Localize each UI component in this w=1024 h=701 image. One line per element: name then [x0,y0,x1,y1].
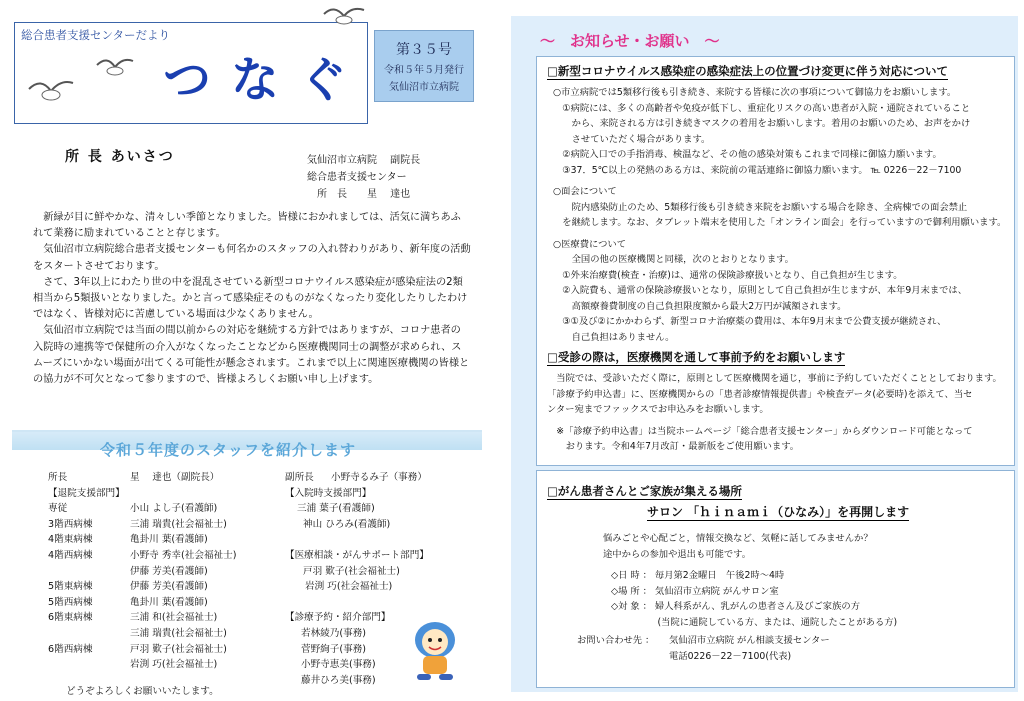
staff-member: 三浦 瑞貴(社会福祉士) [130,627,227,639]
staff-section: 【医療相談・がんサポート部門】 [285,549,429,561]
staff-role: 6階西病棟 [48,643,93,655]
greeting-paragraph: さて、3年以上にわたり世の中を混乱させている新型コロナウイルス感染症が感染症法の2類相当から5類扱いとなりました。かと言って感染症そのものがなくなったり変化したりしたわけではなく、皆様対応に苦慮している場面は少なくありません。 [33,276,468,321]
text-line: おります。令和4年7月改訂・最新版をご使用願います。 [547,441,800,452]
text-line: ③①及び②にかかわらず、新型コロナ治療薬の費用は、本年9月末まで公費支援が継続され、 [553,316,947,327]
text-line: ◇対 象 ： 婦人科系がん、乳がんの患者さん及びご家族の方 [611,601,860,612]
staff-row [48,532,236,548]
newsletter-subtitle: 総合患者支援センターだより [21,28,171,42]
signature-line: 所 長 星 達也 [307,189,411,200]
text-line: 「診療予約申込書」に、医療機関からの「患者診療情報提供書」や検査データ(必要時)を添えて、当セ [547,388,973,400]
staff-row [285,579,429,595]
text-line: 全国の他の医療機関と同様，次のとおりとなります。 [553,254,794,265]
salon-heading: □がん患者さんとご家族が集える場所 [547,484,742,498]
text-line: 院内感染防止のため、5類移行後も引き続き来院をお願いする場合を除き、全病棟での面会禁止 [553,201,968,213]
staff-role [48,657,118,673]
greeting-title: 所 長 あいさつ [65,149,175,165]
text-line: 高額療養費制度の自己負担限度額から最大2万円が減額されます。 [553,300,847,312]
staff-row [285,486,429,502]
salon-body [603,531,897,630]
staff-role [48,564,118,580]
text-line: ○市立病院では5類移行後も引き続き、来院する皆様に次の事項について御協力をお願いします。 [553,87,957,98]
staff-section: 【退院支援部門】 [48,487,125,499]
text-line: 悩みごとや心配ごと，情報交換など、気軽に話してみませんか？ [603,533,873,544]
staff-row [48,486,236,502]
text-line: ①病院には、多くの高齢者や免疫が低下し、重症化リスクの高い患者が入院・通院されていること [553,102,971,114]
newsletter-title: つなぐ [163,52,368,108]
staff-row [285,548,429,564]
staff-role: 3階西病棟 [48,518,93,530]
salon-contact-label: お問い合わせ先 ： [577,635,655,646]
staff-role: 5階東病棟 [48,581,93,593]
text-line: から、来院される方は引き続きマスクの着用をお願いします。着用のお願いのため、お声をかけ [553,118,971,129]
greeting-paragraph: 気仙沼市立病院総合患者支援センターも何名かのスタッフの入れ替わりがあり、新年度の活動をスタートさせております。 [33,244,471,272]
staff-row [48,579,236,595]
staff-member: 神山 ひろみ(看護師) [303,518,391,530]
staff-role: 4階東病棟 [48,534,93,546]
salon-contact-tel: 電話0226－22－7100(代表) [669,651,792,662]
staff-member: 三浦 和(社会福祉士) [130,612,218,624]
staff-member: 小野寺 秀幸(社会福祉士) [130,549,237,561]
text-line: ②病院入口での手指消毒、検温など、その他の感染対策もこれまで同様に御協力願います。 [553,149,942,160]
staff-row [48,517,236,533]
salon-contact-org: 気仙沼市立病院 がん相談支援センター [669,635,830,646]
issue-box [374,30,474,102]
staff-role [48,626,118,642]
staff-heading: 令和５年度のスタッフを紹介します [100,441,357,459]
staff-row [48,548,236,564]
text-line: (当院に通院している方、または、通院したことがある方) [611,616,898,628]
staff-role: 4階西病棟 [48,549,93,561]
notices-title: ～ お知らせ・お願い ～ [540,32,720,50]
covid-heading: □新型コロナウイルス感染症の感染症法上の位置づけ変更に伴う対応について [547,64,948,78]
greeting-paragraph: 新緑が目に鮮やかな、清々しい季節となりました。皆様におかれましては、活気に満ちあふれて業務に励まれていることと存じます。 [33,212,461,240]
text-line: 途中からの参加や退出も可能です。 [603,548,752,560]
staff-row [285,501,429,517]
reservation-heading: □受診の際は，医療機関を通して事前予約をお願いします [547,350,846,364]
covid-body [553,85,1006,345]
staff-section: 【診療予約・紹介部門】 [285,612,391,624]
staff-row [48,595,236,611]
staff-member: 小野寺るみ子（事務） [331,472,427,483]
signature-line: 気仙沼市立病院 副院長 [307,155,421,166]
staff-member: 伊藤 芳美(看護師) [130,581,208,593]
staff-row [48,626,236,642]
salon-subheading: サロン 「ｈｉｎａｍｉ（ひなみ）」を再開します [647,505,910,519]
seagull-icon [95,51,135,85]
staff-role: 副所長 [285,472,314,483]
staff-row [285,532,429,548]
staff-row [48,564,236,580]
staff-row [285,517,429,533]
staff-member: 小山 よし子(看護師) [130,503,218,515]
issue-publisher: 気仙沼市立病院 [389,82,459,93]
text-line: ①外来治療費(検査・治療)は、通常の保険診療扱いとなり、自己負担が生じます。 [553,269,903,281]
text-line: ②入院費も、通常の保険診療扱いとなり，原則として自己負担が生じますが、本年9月末までは、 [553,285,968,296]
staff-member: 藤井ひろ美(事務) [301,674,376,686]
staff-closing: どうぞよろしくお願いいたします。 [66,686,219,697]
staff-role: 5階西病棟 [48,596,93,608]
text-line: ※「診療予約申込書」は当院ホームページ「総合患者支援センター」からダウンロード可能となって [547,425,973,437]
notice-panel-covid [536,56,1015,466]
text-line: ◇日 時 ： 毎月第2金曜日 午後2時～4時 [611,570,785,581]
text-line: 自己負担はありません。 [553,331,675,343]
seagull-icon [27,71,75,111]
staff-member: 岩渕 巧(社会福祉士) [305,581,393,593]
staff-role: 6階東病棟 [48,612,93,624]
staff-member: 戸羽 歎子(社会福祉士) [130,643,227,655]
staff-list-left [48,470,236,673]
staff-member: 岩渕 巧(社会福祉士) [130,659,218,671]
staff-row [48,657,236,673]
notice-panel-salon [536,470,1015,688]
text-line: ンター宛までファックスでお申込みをお願いします。 [547,404,769,415]
greeting-paragraph: 気仙沼市立病院では当面の間以前からの対応を継続する方針ではありますが、コロナ患者の入院時の連携等で保健所の介入がなくなったことなどから医療機関同士の調整が求められ、スムーズにいかない場面が出てくる可能性が懸念されます。これまで以上に関連医療機関の皆様との協力が不可欠となって参りますので、皆様よろしくお願い申し上げます。 [33,325,470,386]
staff-member: 三浦 葉子(看護師) [297,503,375,515]
text-line: ◇場 所 ： 気仙沼市立病院 がんサロン室 [611,585,779,597]
issue-date: 令和５年５月発行 [384,65,464,76]
seagull-icon [322,2,366,32]
staff-member: 亀卦川 葉(看護師) [130,596,208,608]
staff-row [48,470,236,486]
staff-row [285,470,429,486]
reservation-body [547,371,1002,455]
text-line: ③37．5℃以上の発熱のある方は、来院前の電話連絡に御協力願います。 ℡ 0226－22－7100 [553,164,962,176]
mascot-illustration [405,612,465,682]
staff-member: 伊藤 芳美(看護師) [130,565,208,577]
staff-member: 三浦 瑞貴(社会福祉士) [130,518,227,530]
greeting-body [33,210,471,388]
text-line: を継続します。なお、タブレット端末を使用した「オンライン面会」を行っていますので御利用願います。 [553,217,1007,228]
staff-member: 菅野絢子(事務) [301,643,367,655]
staff-member: 亀卦川 葉(看護師) [130,534,208,546]
staff-role: 所長 [48,472,68,483]
staff-row [48,642,236,658]
staff-member: 若林綾乃(事務) [301,627,367,639]
staff-member: 小野寺恵美(事務) [301,659,376,671]
issue-number: 第３５号 [396,42,452,58]
text-line: 当院では、受診いただく際に，原則として医療機関を通じ，事前に予約していただくこととしております。 [547,373,1002,384]
greeting-signature [307,152,420,203]
staff-row [48,610,236,626]
staff-row [48,501,236,517]
staff-role: 専従 [48,503,68,515]
text-line: ○面会について [553,186,617,197]
text-line: させていただく場合があります。 [553,133,711,145]
staff-row [285,595,429,611]
text-line: ○医療費について [553,238,627,250]
signature-line: 総合患者支援センター [307,172,407,183]
staff-member: 戸羽 歎子(社会福祉士) [303,565,400,577]
staff-member: 星 達也（副院長） [130,472,220,483]
staff-section: 【入院時支援部門】 [285,487,372,499]
staff-row [285,564,429,580]
masthead [14,22,368,124]
